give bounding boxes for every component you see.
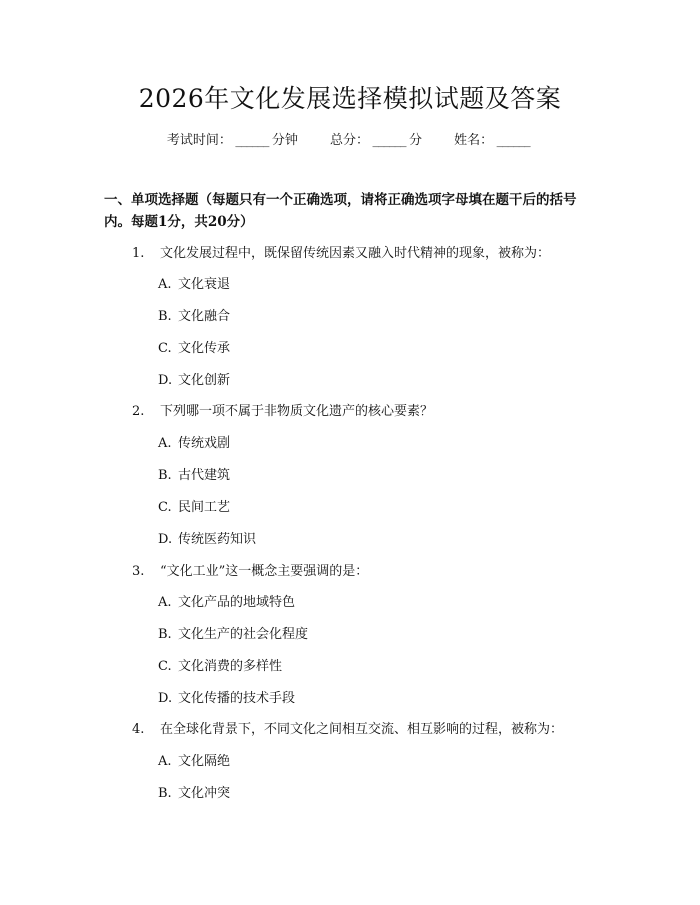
option-text: 传统医药知识 <box>178 532 257 547</box>
option-text: 文化生产的社会化程度 <box>178 627 309 642</box>
total-score-field <box>330 131 422 151</box>
option-label: A. <box>158 436 172 451</box>
total-score-label: 总分： <box>329 133 369 148</box>
option-text: 文化传承 <box>178 341 231 356</box>
option-label: D. <box>158 532 173 547</box>
exam-time-blank: ______ <box>235 133 269 148</box>
option-text: 文化产品的地域特色 <box>178 595 296 610</box>
option-text: 文化传播的技术手段 <box>178 691 296 706</box>
option-label: D. <box>158 691 173 706</box>
option-label: C. <box>158 500 172 515</box>
exam-time-field <box>167 131 298 151</box>
question-number: 4. <box>132 722 145 737</box>
option-text: 文化创新 <box>178 373 231 388</box>
option-text: 文化衰退 <box>178 277 231 292</box>
exam-meta <box>0 131 700 151</box>
page-title: 2026年文化发展选择模拟试题及答案 <box>138 84 562 113</box>
option-label: D. <box>158 373 173 388</box>
question-number: 2. <box>132 404 145 419</box>
question-number: 1. <box>132 246 145 261</box>
option-label: A. <box>158 595 172 610</box>
option-text: 文化冲突 <box>178 786 231 801</box>
option-item <box>158 275 230 295</box>
option-text: 文化消费的多样性 <box>178 659 283 674</box>
student-name-field <box>454 131 533 151</box>
option-text: 传统戏剧 <box>178 436 231 451</box>
option-item <box>158 307 230 327</box>
option-text: 古代建筑 <box>178 468 231 483</box>
option-label: B. <box>158 786 172 801</box>
total-score-unit: 分 <box>409 133 423 148</box>
question-text: “文化工业”这一概念主要强调的是： <box>160 564 369 579</box>
option-item <box>158 625 308 645</box>
section-heading: 一、单项选择题（每题只有一个正确选项，请将正确选项字母填在题干后的括号内。每题1分，共20分） <box>104 192 577 230</box>
option-text: 民间工艺 <box>178 500 231 515</box>
option-label: A. <box>158 754 172 769</box>
option-label: B. <box>158 309 172 324</box>
total-score-blank: ______ <box>372 133 406 148</box>
option-item <box>158 689 295 709</box>
option-item <box>158 657 282 677</box>
option-label: C. <box>158 341 172 356</box>
question-text: 文化发展过程中，既保留传统因素又融入时代精神的现象，被称为： <box>160 246 551 261</box>
question-number: 3. <box>132 564 145 579</box>
option-text: 文化融合 <box>178 309 231 324</box>
option-label: C. <box>158 659 172 674</box>
option-item <box>158 434 230 454</box>
question-item <box>132 720 563 740</box>
question-text: 在全球化背景下，不同文化之间相互交流、相互影响的过程，被称为： <box>160 722 564 737</box>
option-item <box>158 784 230 804</box>
option-item <box>158 371 230 391</box>
option-item <box>158 752 230 772</box>
question-text: 下列哪一项不属于非物质文化遗产的核心要素？ <box>160 404 434 419</box>
option-label: A. <box>158 277 172 292</box>
question-item <box>132 244 550 264</box>
option-item <box>158 593 295 613</box>
option-item <box>158 498 230 518</box>
exam-time-unit: 分钟 <box>271 133 298 148</box>
option-label: B. <box>158 627 172 642</box>
option-item <box>158 466 230 486</box>
option-text: 文化隔绝 <box>178 754 231 769</box>
exam-time-label: 考试时间： <box>166 133 232 148</box>
question-item <box>132 402 433 422</box>
student-name-blank: ______ <box>496 133 530 148</box>
student-name-label: 姓名： <box>454 133 494 148</box>
option-label: B. <box>158 468 172 483</box>
question-item <box>132 562 368 582</box>
option-item <box>158 530 256 550</box>
option-item <box>158 339 230 359</box>
